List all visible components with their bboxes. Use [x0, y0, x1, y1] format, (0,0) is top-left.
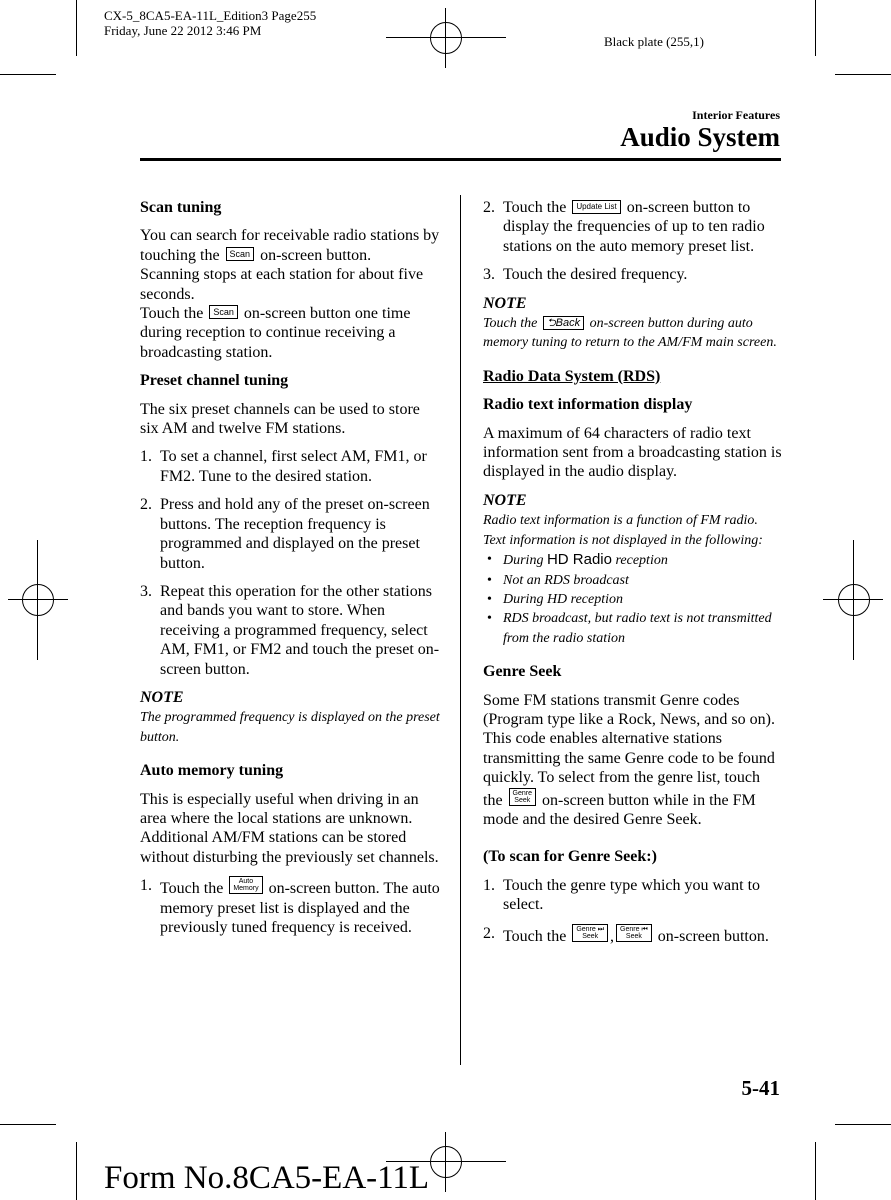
list-item: 1. To set a channel, first select AM, FM1, or FM2. Tune to the desired station.	[140, 448, 427, 485]
list-item: 3. Touch the desired frequency.	[483, 266, 688, 284]
note-heading: NOTE	[483, 294, 527, 312]
scan-paragraph-3: Touch the Scan on-screen button one time during reception to continue receiving a broadcasting station.	[140, 305, 411, 361]
note-text: Touch the ⮌Back on-screen button during auto memory tuning to return to the AM/FM main screen.	[483, 316, 777, 351]
print-plate: Black plate (255,1)	[604, 34, 704, 49]
radio-text-paragraph: A maximum of 64 characters of radio text information sent from a broadcasting station is displayed in the audio display.	[483, 424, 782, 481]
note-text: Radio text information is a function of FM radio. Text information is not displayed in the following:	[483, 513, 763, 548]
list-item: • RDS broadcast, but radio text is not transmitted from the radio station	[487, 611, 772, 646]
note-heading: NOTE	[140, 688, 184, 706]
note-heading: NOTE	[483, 491, 527, 509]
rds-heading: Radio Data System (RDS)	[483, 367, 661, 385]
header-rule	[140, 158, 781, 161]
list-item: 2. Touch the Update List on-screen button to display the frequencies of up to ten radio stations on the auto memory preset list.	[483, 199, 765, 255]
scan-tuning-heading: Scan tuning	[140, 199, 222, 216]
print-date-line: Friday, June 22 2012 3:46 PM	[104, 23, 262, 38]
genre-seek-backward-button-icon: Genre ⏮ Seek	[616, 924, 652, 942]
scan-paragraph-1: You can search for receivable radio stations by touching the Scan on-screen button.	[140, 227, 440, 264]
list-item: 3. Repeat this operation for the other stations and bands you want to store. When receiving a programmed frequency, select AM, FM1, or FM2 and touch the preset on-screen button.	[140, 582, 440, 678]
left-column	[140, 198, 440, 946]
list-item: • Not an RDS broadcast	[487, 572, 629, 588]
list-item: 2. Press and hold any of the preset on-screen buttons. The reception frequency is programmed and displayed on the preset button.	[140, 496, 430, 572]
right-column	[483, 198, 783, 955]
scan-button-icon: Scan	[209, 305, 238, 319]
page-number: 5-41	[741, 1076, 780, 1100]
radio-text-heading: Radio text information display	[483, 396, 693, 414]
update-list-button-icon: Update List	[572, 200, 620, 214]
auto-memory-paragraph: This is especially useful when driving in an area where the local stations are unknown. Additional AM/FM stations can be stored without disturbing the previously set channels.	[140, 790, 439, 866]
scan-paragraph-2: Scanning stops at each station for about five seconds.	[140, 266, 424, 303]
scan-genre-heading: (To scan for Genre Seek:)	[483, 848, 657, 866]
preset-paragraph: The six preset channels can be used to store six AM and twelve FM stations.	[140, 400, 420, 438]
auto-memory-button-icon: Auto Memory	[229, 876, 262, 894]
list-item: 2. Touch the Genre ⏭ Seek , Genre ⏮ Seek on-screen button.	[483, 924, 769, 945]
genre-seek-paragraph: Some FM stations transmit Genre codes (Program type like a Rock, News, and so on). This code enables alternative stations transmitting the same Genre code to be found quickly. To select from the genre list, touch the Genre Seek on-screen button while in the FM mode and the desired Genre Seek.	[483, 691, 775, 828]
hd-radio-logo: HD Radio	[546, 551, 612, 569]
page-title: Audio System	[620, 122, 780, 152]
back-button-icon: ⮌Back	[543, 316, 584, 330]
scan-button-icon: Scan	[226, 247, 255, 261]
genre-seek-button-icon: Genre Seek	[509, 788, 536, 806]
list-item: • During HD reception	[487, 591, 624, 607]
list-item: 1. Touch the Auto Memory on-screen button. The auto memory preset list is displayed and the previously tuned frequency is received.	[140, 877, 440, 936]
genre-seek-heading: Genre Seek	[483, 663, 562, 681]
list-item: • During HD Radio reception	[487, 551, 668, 569]
genre-seek-forward-button-icon: Genre ⏭ Seek	[572, 924, 608, 942]
form-number: Form No.8CA5-EA-11L	[104, 1160, 430, 1196]
preset-tuning-heading: Preset channel tuning	[140, 372, 289, 390]
column-divider	[460, 195, 461, 1065]
list-item: 1. Touch the genre type which you want to select.	[483, 876, 761, 914]
section-kicker: Interior Features	[692, 108, 780, 122]
note-text: The programmed frequency is displayed on the preset button.	[140, 710, 440, 745]
print-file-line: CX-5_8CA5-EA-11L_Edition3 Page255	[104, 8, 317, 23]
auto-memory-heading: Auto memory tuning	[140, 762, 284, 780]
